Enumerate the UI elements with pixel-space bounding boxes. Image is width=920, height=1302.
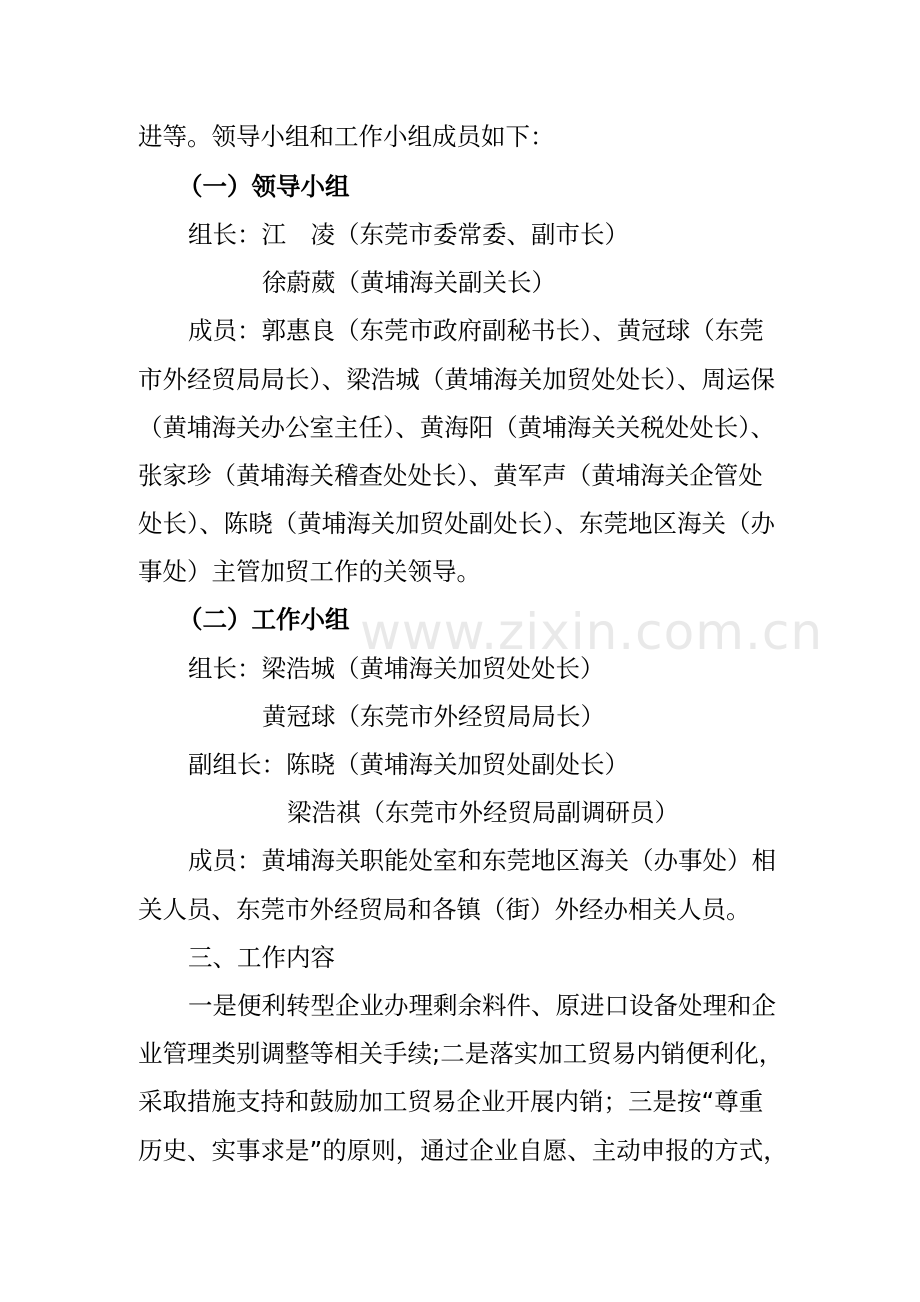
watermark-text: www.zixin.com.cn xyxy=(360,603,824,661)
paragraph-line: 张家珍（黄埔海关稽查处处长）、黄军声（黄埔海关企管处 xyxy=(138,461,763,490)
paragraph-line: 历史、实事求是”的原则，通过企业自愿、主动申报的方式， xyxy=(138,1136,788,1165)
paragraph-line: （黄埔海关办公室主任）、黄海阳（黄埔海关关税处处长）、 xyxy=(138,413,775,442)
paragraph-line: 市外经贸局局长）、梁浩城（黄埔海关加贸处处长）、周运保 xyxy=(138,365,775,394)
paragraph-line: 梁浩祺（东莞市外经贸局副调研员） xyxy=(287,798,679,827)
paragraph-line: 处长）、陈晓（黄埔海关加贸处副处长）、东莞地区海关（办 xyxy=(138,509,775,538)
paragraph-line: 进等。领导小组和工作小组成员如下： xyxy=(138,122,555,151)
paragraph-line: 成员：郭惠良（东莞市政府副秘书长）、黄冠球（东莞 xyxy=(188,316,764,345)
paragraph-line: 业管理类别调整等相关手续;二是落实加工贸易内销便利化， xyxy=(138,1039,784,1068)
paragraph-line: 副组长：陈晓（黄埔海关加贸处副处长） xyxy=(188,750,629,779)
paragraph-line: 关人员、东莞市外经贸局和各镇（街）外经办相关人员。 xyxy=(138,895,751,924)
paragraph-line: 一是便利转型企业办理剩余料件、原进口设备处理和企 xyxy=(188,991,776,1020)
paragraph-line: 黄冠球（东莞市外经贸局局长） xyxy=(262,702,605,731)
paragraph-line: 采取措施支持和鼓励加工贸易企业开展内销；三是按“尊重 xyxy=(138,1087,764,1116)
section-heading-leadership: （一）领导小组 xyxy=(178,172,350,201)
paragraph-line: 事处）主管加贸工作的关领导。 xyxy=(138,557,481,586)
paragraph-line: 组长：梁浩城（黄埔海关加贸处处长） xyxy=(188,654,605,683)
paragraph-line: 组长：江 凌（东莞市委常委、副市长） xyxy=(188,220,629,249)
section-heading-working-group: （二）工作小组 xyxy=(178,605,350,634)
section-heading-work-content: 三、工作内容 xyxy=(188,943,335,972)
paragraph-line: 成员：黄埔海关职能处室和东莞地区海关（办事处）相 xyxy=(188,846,776,875)
paragraph-line: 徐蔚葳（黄埔海关副关长） xyxy=(262,268,556,297)
